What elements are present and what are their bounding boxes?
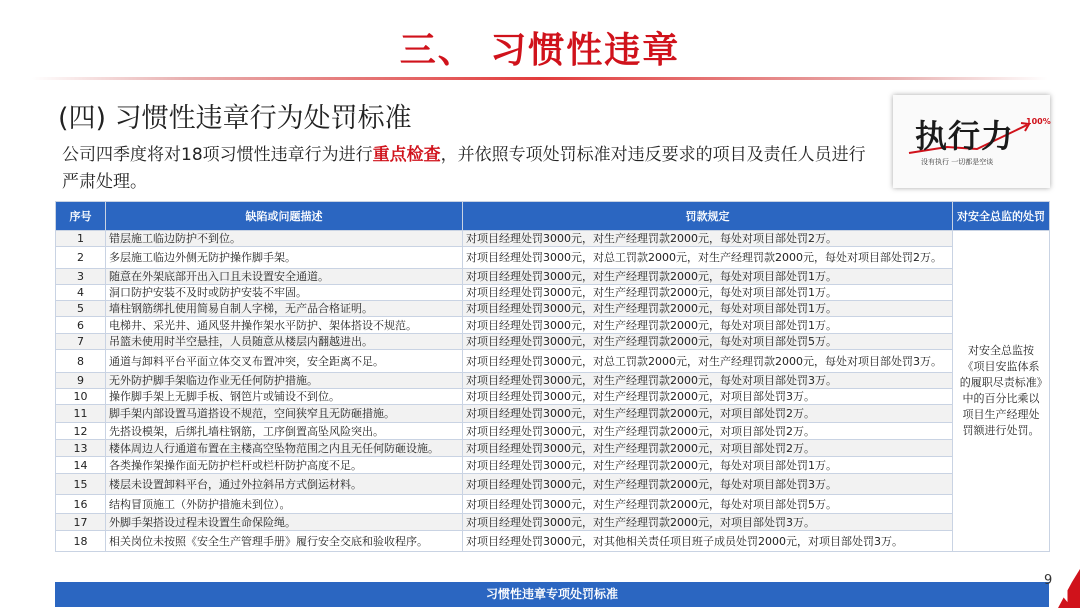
col-header-description: 缺陷或问题描述 [106, 202, 463, 231]
table-row [56, 301, 1050, 317]
row-description: 结构冒顶施工（外防护措施未到位）。 [106, 495, 463, 514]
row-description: 楼体周边人行通道布置在主楼高空坠物范围之内且无任何防砸设施。 [106, 440, 463, 457]
table-row [56, 285, 1050, 301]
row-description: 脚手架内部设置马道搭设不规范，空间狭窄且无防砸措施。 [106, 405, 463, 423]
row-number: 5 [56, 301, 106, 317]
table-row [56, 531, 1050, 552]
col-header-no: 序号 [56, 202, 106, 231]
row-penalty-rule: 对项目经理处罚3000元，对生产经理罚款2000元，对项目部处罚2万。 [463, 440, 953, 457]
row-penalty-rule: 对项目经理处罚3000元，对生产经理罚款2000元，每处对项目部处罚1万。 [463, 457, 953, 474]
intro-text-before: 公司四季度将对18项习惯性违章行为进行 [62, 145, 373, 165]
row-description: 先搭设模架，后绑扎墙柱钢筋，工序倒置高坠风险突出。 [106, 423, 463, 440]
row-penalty-rule: 对项目经理处罚3000元，对生产经理罚款2000元，每处对项目部处罚2万。 [463, 231, 953, 247]
row-number: 9 [56, 373, 106, 389]
table-row [56, 495, 1050, 514]
row-description: 多层施工临边外侧无防护操作脚手架。 [106, 247, 463, 269]
table-footer: 习惯性违章专项处罚标准 [55, 582, 1049, 607]
row-number: 10 [56, 389, 106, 405]
table-row [56, 440, 1050, 457]
row-number: 13 [56, 440, 106, 457]
table-row [56, 423, 1050, 440]
table-row [56, 389, 1050, 405]
row-number: 6 [56, 317, 106, 334]
row-penalty-rule: 对项目经理处罚3000元，对生产经理罚款2000元，对项目部处罚2万。 [463, 405, 953, 423]
row-number: 14 [56, 457, 106, 474]
row-penalty-rule: 对项目经理处罚3000元，对生产经理罚款2000元，每处对项目部处罚1万。 [463, 317, 953, 334]
row-description: 无外防护脚手架临边作业无任何防护措施。 [106, 373, 463, 389]
row-penalty-rule: 对项目经理处罚3000元，对生产经理罚款2000元，对项目部处罚2万。 [463, 423, 953, 440]
table-row [56, 350, 1050, 373]
row-number: 8 [56, 350, 106, 373]
title-divider [32, 77, 1048, 80]
row-description: 洞口防护安装不及时或防护安装不牢固。 [106, 285, 463, 301]
row-penalty-rule: 对项目经理处罚3000元，对生产经理罚款2000元，每处对项目部处罚1万。 [463, 301, 953, 317]
table-row [56, 317, 1050, 334]
row-penalty-rule: 对项目经理处罚3000元，对生产经理罚款2000元，每处对项目部处罚3万。 [463, 474, 953, 495]
page-title: 三、 习惯性违章 [399, 30, 681, 71]
col-header-penalty: 罚款规定 [463, 202, 953, 231]
table-row [56, 334, 1050, 350]
row-penalty-rule: 对项目经理处罚3000元，对生产经理罚款2000元，对项目部处罚3万。 [463, 389, 953, 405]
table-row [56, 247, 1050, 269]
row-description: 楼层未设置卸料平台，通过外拉斜吊方式倒运材料。 [106, 474, 463, 495]
table-row [56, 405, 1050, 423]
row-description: 操作脚手架上无脚手板、钢笆片或铺设不到位。 [106, 389, 463, 405]
table-row [56, 373, 1050, 389]
row-number: 4 [56, 285, 106, 301]
row-description: 吊篮未使用时半空悬挂，人员随意从楼层内翻越进出。 [106, 334, 463, 350]
execution-logo [893, 95, 1050, 188]
safety-director-penalty: 对安全总监按《项目安监体系的履职尽责标准》中的百分比乘以项目生产经理处罚额进行处罚。 [953, 231, 1050, 552]
row-description: 随意在外架底部开出入口且未设置安全通道。 [106, 269, 463, 285]
row-penalty-rule: 对项目经理处罚3000元，对生产经理罚款2000元，每处对项目部处罚1万。 [463, 285, 953, 301]
row-penalty-rule: 对项目经理处罚3000元，对总工罚款2000元，对生产经理罚款2000元，每处对项目部处罚2万。 [463, 247, 953, 269]
row-description: 外脚手架搭设过程未设置生命保险绳。 [106, 514, 463, 531]
section-subtitle: (四) 习惯性违章行为处罚标准 [58, 103, 412, 134]
row-number: 15 [56, 474, 106, 495]
penalty-table [55, 201, 1050, 552]
table-row [56, 231, 1050, 247]
row-penalty-rule: 对项目经理处罚3000元，对总工罚款2000元，对生产经理罚款2000元，每处对项目部处罚3万。 [463, 350, 953, 373]
row-number: 11 [56, 405, 106, 423]
row-number: 7 [56, 334, 106, 350]
table-row [56, 457, 1050, 474]
logo-slogan: 没有执行 一切都是空谈 [921, 158, 994, 166]
table-row [56, 514, 1050, 531]
row-penalty-rule: 对项目经理处罚3000元，对生产经理罚款2000元，每处对项目部处罚3万。 [463, 373, 953, 389]
row-number: 1 [56, 231, 106, 247]
logo-text: 执行力 [915, 117, 1015, 155]
intro-paragraph [62, 142, 882, 196]
row-penalty-rule: 对项目经理处罚3000元，对生产经理罚款2000元，对项目部处罚3万。 [463, 514, 953, 531]
page-number: 9 [1044, 573, 1053, 588]
logo-percent: 100% [1026, 117, 1051, 126]
table-header-row [56, 202, 1050, 231]
col-header-safety-director: 对安全总监的处罚 [953, 202, 1050, 231]
row-penalty-rule: 对项目经理处罚3000元，对其他相关责任项目班子成员处罚2000元，对项目部处罚3万。 [463, 531, 953, 552]
row-number: 18 [56, 531, 106, 552]
row-number: 12 [56, 423, 106, 440]
row-description: 墙柱钢筋绑扎使用简易自制人字梯，无产品合格证明。 [106, 301, 463, 317]
intro-highlight: 重点检查 [372, 145, 441, 165]
row-penalty-rule: 对项目经理处罚3000元，对生产经理罚款2000元，每处对项目部处罚5万。 [463, 495, 953, 514]
row-description: 电梯井、采光井、通风竖井操作架水平防护、架体搭设不规范。 [106, 317, 463, 334]
corner-decoration-icon [1048, 556, 1080, 608]
row-number: 17 [56, 514, 106, 531]
row-description: 通道与卸料平台平面立体交叉布置冲突，安全距离不足。 [106, 350, 463, 373]
row-penalty-rule: 对项目经理处罚3000元，对生产经理罚款2000元，每处对项目部处罚5万。 [463, 334, 953, 350]
row-description: 错层施工临边防护不到位。 [106, 231, 463, 247]
row-number: 16 [56, 495, 106, 514]
row-number: 2 [56, 247, 106, 269]
table-row [56, 474, 1050, 495]
row-number: 3 [56, 269, 106, 285]
row-description: 相关岗位未按照《安全生产管理手册》履行安全交底和验收程序。 [106, 531, 463, 552]
row-penalty-rule: 对项目经理处罚3000元，对生产经理罚款2000元，每处对项目部处罚1万。 [463, 269, 953, 285]
intro-text-after: ，并依照专项处罚标准对违反要求的项目及责任人员进行严肃处理。 [62, 145, 866, 192]
table-row [56, 269, 1050, 285]
row-description: 各类操作架操作面无防护栏杆或栏杆防护高度不足。 [106, 457, 463, 474]
